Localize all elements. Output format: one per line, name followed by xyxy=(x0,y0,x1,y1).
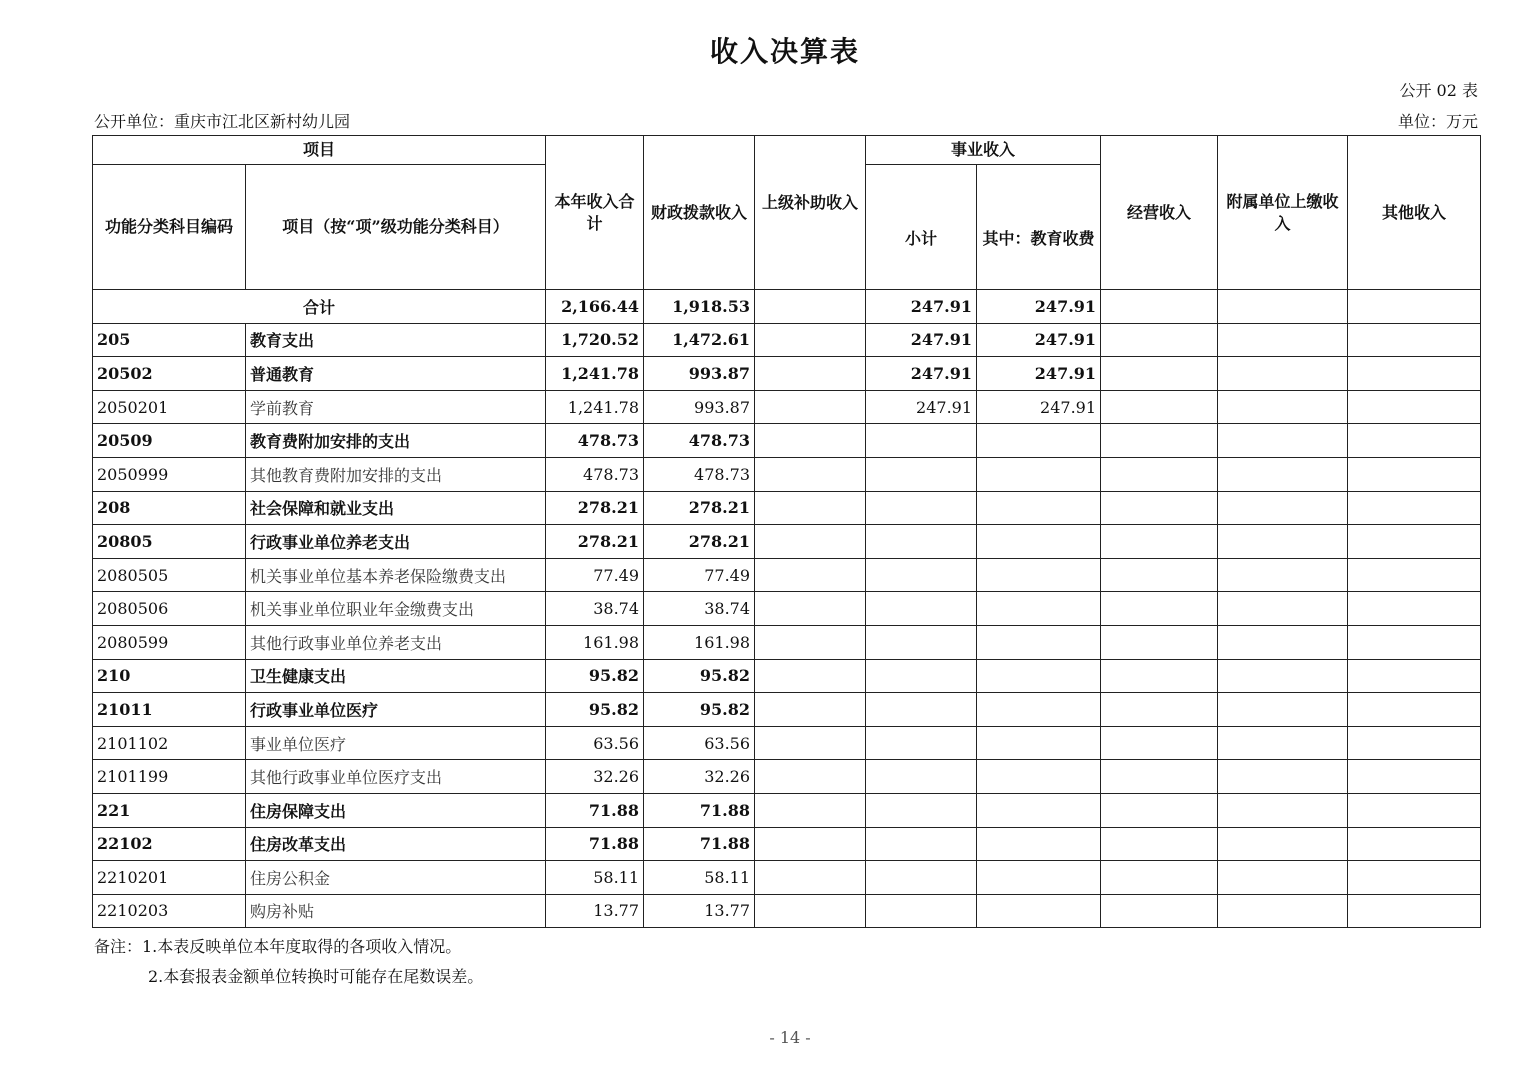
cell-other xyxy=(1348,558,1481,592)
cell-name: 普通教育 xyxy=(246,357,546,391)
cell-name: 行政事业单位医疗 xyxy=(246,693,546,727)
cell-operating xyxy=(1101,357,1218,391)
cell-other xyxy=(1348,491,1481,525)
cell-subsidy xyxy=(755,726,866,760)
cell-code: 2101199 xyxy=(93,760,246,794)
cell-business-subtotal xyxy=(866,760,977,794)
cell-subsidy xyxy=(755,491,866,525)
total-cell-other xyxy=(1348,290,1481,324)
cell-subsidy xyxy=(755,827,866,861)
cell-fiscal: 95.82 xyxy=(644,693,755,727)
cell-affiliated xyxy=(1218,424,1348,458)
cell-fiscal: 71.88 xyxy=(644,793,755,827)
cell-business-edu xyxy=(977,726,1101,760)
table-header xyxy=(93,136,1481,290)
cell-operating xyxy=(1101,625,1218,659)
cell-total: 32.26 xyxy=(546,760,644,794)
header-affiliated: 附属单位上缴收入 xyxy=(1218,136,1348,290)
cell-affiliated xyxy=(1218,457,1348,491)
cell-other xyxy=(1348,793,1481,827)
cell-operating xyxy=(1101,659,1218,693)
cell-total: 71.88 xyxy=(546,827,644,861)
cell-subsidy xyxy=(755,592,866,626)
cell-total: 58.11 xyxy=(546,861,644,895)
cell-operating xyxy=(1101,424,1218,458)
cell-business-subtotal xyxy=(866,827,977,861)
cell-business-edu xyxy=(977,625,1101,659)
header-fiscal: 财政拨款收入 xyxy=(644,136,755,290)
cell-subsidy xyxy=(755,894,866,928)
cell-business-subtotal xyxy=(866,457,977,491)
cell-name: 其他教育费附加安排的支出 xyxy=(246,457,546,491)
cell-fiscal: 993.87 xyxy=(644,357,755,391)
cell-operating xyxy=(1101,491,1218,525)
cell-name: 机关事业单位基本养老保险缴费支出 xyxy=(246,558,546,592)
cell-name: 其他行政事业单位养老支出 xyxy=(246,625,546,659)
cell-other xyxy=(1348,390,1481,424)
cell-fiscal: 77.49 xyxy=(644,558,755,592)
cell-operating xyxy=(1101,525,1218,559)
cell-total: 478.73 xyxy=(546,457,644,491)
table-row xyxy=(93,558,1481,592)
cell-business-subtotal: 247.91 xyxy=(866,323,977,357)
cell-name: 住房公积金 xyxy=(246,861,546,895)
cell-affiliated xyxy=(1218,357,1348,391)
cell-affiliated xyxy=(1218,558,1348,592)
cell-other xyxy=(1348,726,1481,760)
cell-subsidy xyxy=(755,390,866,424)
cell-operating xyxy=(1101,861,1218,895)
note-line-2: 2.本套报表金额单位转换时可能存在尾数误差。 xyxy=(148,967,484,986)
cell-other xyxy=(1348,592,1481,626)
cell-business-edu xyxy=(977,827,1101,861)
cell-business-edu: 247.91 xyxy=(977,390,1101,424)
table-row xyxy=(93,693,1481,727)
header-business-subtotal: 小计 xyxy=(866,165,977,290)
cell-business-edu xyxy=(977,659,1101,693)
cell-code: 22102 xyxy=(93,827,246,861)
cell-business-subtotal: 247.91 xyxy=(866,357,977,391)
cell-name: 住房保障支出 xyxy=(246,793,546,827)
cell-other xyxy=(1348,659,1481,693)
header-subsidy: 上级补助收入 xyxy=(755,136,866,290)
cell-business-subtotal xyxy=(866,894,977,928)
cell-subsidy xyxy=(755,424,866,458)
cell-business-edu xyxy=(977,894,1101,928)
cell-affiliated xyxy=(1218,659,1348,693)
cell-affiliated xyxy=(1218,592,1348,626)
cell-code: 2210203 xyxy=(93,894,246,928)
table-number: 公开 02 表 xyxy=(1399,81,1478,100)
cell-name: 其他行政事业单位医疗支出 xyxy=(246,760,546,794)
cell-total: 161.98 xyxy=(546,625,644,659)
cell-code: 20509 xyxy=(93,424,246,458)
cell-name: 教育费附加安排的支出 xyxy=(246,424,546,458)
total-cell-subsidy xyxy=(755,290,866,324)
cell-subsidy xyxy=(755,525,866,559)
cell-name: 机关事业单位职业年金缴费支出 xyxy=(246,592,546,626)
header-code: 功能分类科目编码 xyxy=(93,165,246,290)
note-line-1: 备注：1.本表反映单位本年度取得的各项收入情况。 xyxy=(94,937,462,956)
org-label: 公开单位：重庆市江北区新村幼儿园 xyxy=(94,112,351,131)
cell-affiliated xyxy=(1218,693,1348,727)
cell-other xyxy=(1348,525,1481,559)
cell-total: 478.73 xyxy=(546,424,644,458)
cell-affiliated xyxy=(1218,760,1348,794)
cell-business-edu xyxy=(977,592,1101,626)
cell-subsidy xyxy=(755,793,866,827)
cell-other xyxy=(1348,625,1481,659)
cell-fiscal: 478.73 xyxy=(644,424,755,458)
total-cell-business-edu: 247.91 xyxy=(977,290,1101,324)
cell-total: 1,241.78 xyxy=(546,390,644,424)
cell-business-subtotal xyxy=(866,525,977,559)
table-row xyxy=(93,827,1481,861)
cell-code: 20502 xyxy=(93,357,246,391)
income-table xyxy=(92,135,1481,928)
cell-business-subtotal: 247.91 xyxy=(866,390,977,424)
table-row xyxy=(93,390,1481,424)
cell-business-subtotal xyxy=(866,793,977,827)
cell-total: 13.77 xyxy=(546,894,644,928)
cell-fiscal: 993.87 xyxy=(644,390,755,424)
table-row xyxy=(93,457,1481,491)
page-title: 收入决算表 xyxy=(709,35,860,68)
cell-affiliated xyxy=(1218,861,1348,895)
cell-business-edu xyxy=(977,424,1101,458)
cell-operating xyxy=(1101,558,1218,592)
cell-total: 1,241.78 xyxy=(546,357,644,391)
cell-affiliated xyxy=(1218,625,1348,659)
header-name: 项目（按“项”级功能分类科目） xyxy=(246,165,546,290)
table-row xyxy=(93,760,1481,794)
header-other: 其他收入 xyxy=(1348,136,1481,290)
cell-business-edu xyxy=(977,558,1101,592)
cell-fiscal: 71.88 xyxy=(644,827,755,861)
cell-subsidy xyxy=(755,357,866,391)
cell-business-subtotal xyxy=(866,491,977,525)
total-cell-affiliated xyxy=(1218,290,1348,324)
cell-business-edu xyxy=(977,760,1101,794)
header-business-group: 事业收入 xyxy=(866,136,1101,165)
cell-code: 2080599 xyxy=(93,625,246,659)
cell-other xyxy=(1348,760,1481,794)
cell-business-subtotal xyxy=(866,424,977,458)
cell-operating xyxy=(1101,827,1218,861)
cell-fiscal: 38.74 xyxy=(644,592,755,626)
table-row xyxy=(93,525,1481,559)
cell-fiscal: 32.26 xyxy=(644,760,755,794)
cell-affiliated xyxy=(1218,491,1348,525)
cell-affiliated xyxy=(1218,390,1348,424)
table-row xyxy=(93,659,1481,693)
cell-other xyxy=(1348,861,1481,895)
cell-operating xyxy=(1101,894,1218,928)
cell-name: 购房补贴 xyxy=(246,894,546,928)
cell-business-edu xyxy=(977,861,1101,895)
cell-total: 38.74 xyxy=(546,592,644,626)
notes xyxy=(94,932,483,992)
table-row xyxy=(93,793,1481,827)
cell-affiliated xyxy=(1218,525,1348,559)
table-row xyxy=(93,357,1481,391)
cell-business-edu xyxy=(977,693,1101,727)
cell-code: 2101102 xyxy=(93,726,246,760)
cell-fiscal: 95.82 xyxy=(644,659,755,693)
cell-business-subtotal xyxy=(866,659,977,693)
cell-business-edu xyxy=(977,457,1101,491)
cell-business-subtotal xyxy=(866,726,977,760)
cell-affiliated xyxy=(1218,726,1348,760)
cell-code: 21011 xyxy=(93,693,246,727)
cell-other xyxy=(1348,424,1481,458)
cell-operating xyxy=(1101,592,1218,626)
total-cell-business-subtotal: 247.91 xyxy=(866,290,977,324)
cell-other xyxy=(1348,693,1481,727)
table-row xyxy=(93,424,1481,458)
cell-code: 210 xyxy=(93,659,246,693)
cell-business-subtotal xyxy=(866,592,977,626)
cell-subsidy xyxy=(755,457,866,491)
cell-operating xyxy=(1101,760,1218,794)
cell-affiliated xyxy=(1218,827,1348,861)
cell-subsidy xyxy=(755,693,866,727)
cell-code: 2080505 xyxy=(93,558,246,592)
cell-affiliated xyxy=(1218,323,1348,357)
table-row xyxy=(93,592,1481,626)
cell-operating xyxy=(1101,693,1218,727)
cell-code: 221 xyxy=(93,793,246,827)
page-number: - 14 - xyxy=(769,1028,811,1047)
cell-affiliated xyxy=(1218,793,1348,827)
cell-business-subtotal xyxy=(866,625,977,659)
cell-business-subtotal xyxy=(866,861,977,895)
cell-total: 1,720.52 xyxy=(546,323,644,357)
table-body xyxy=(93,290,1481,928)
cell-operating xyxy=(1101,793,1218,827)
cell-fiscal: 161.98 xyxy=(644,625,755,659)
header-item: 项目 xyxy=(93,136,546,165)
cell-name: 行政事业单位养老支出 xyxy=(246,525,546,559)
cell-name: 学前教育 xyxy=(246,390,546,424)
cell-business-subtotal xyxy=(866,693,977,727)
cell-fiscal: 63.56 xyxy=(644,726,755,760)
cell-fiscal: 58.11 xyxy=(644,861,755,895)
cell-code: 205 xyxy=(93,323,246,357)
total-cell-operating xyxy=(1101,290,1218,324)
cell-total: 95.82 xyxy=(546,693,644,727)
cell-name: 事业单位医疗 xyxy=(246,726,546,760)
cell-other xyxy=(1348,894,1481,928)
cell-subsidy xyxy=(755,558,866,592)
table-row xyxy=(93,894,1481,928)
header-business-edu: 其中：教育收费 xyxy=(977,165,1101,290)
total-row xyxy=(93,290,1481,324)
cell-total: 77.49 xyxy=(546,558,644,592)
cell-operating xyxy=(1101,726,1218,760)
cell-subsidy xyxy=(755,861,866,895)
cell-operating xyxy=(1101,390,1218,424)
cell-other xyxy=(1348,827,1481,861)
unit-label: 单位：万元 xyxy=(1397,112,1478,131)
cell-subsidy xyxy=(755,760,866,794)
cell-code: 208 xyxy=(93,491,246,525)
cell-other xyxy=(1348,323,1481,357)
header-total: 本年收入合计 xyxy=(546,136,644,290)
cell-total: 71.88 xyxy=(546,793,644,827)
cell-other xyxy=(1348,357,1481,391)
cell-other xyxy=(1348,457,1481,491)
cell-code: 2050201 xyxy=(93,390,246,424)
cell-business-edu: 247.91 xyxy=(977,357,1101,391)
table-row xyxy=(93,861,1481,895)
cell-business-subtotal xyxy=(866,558,977,592)
cell-code: 20805 xyxy=(93,525,246,559)
cell-business-edu xyxy=(977,491,1101,525)
cell-affiliated xyxy=(1218,894,1348,928)
cell-business-edu xyxy=(977,525,1101,559)
cell-name: 教育支出 xyxy=(246,323,546,357)
cell-code: 2080506 xyxy=(93,592,246,626)
cell-code: 2210201 xyxy=(93,861,246,895)
cell-fiscal: 478.73 xyxy=(644,457,755,491)
cell-code: 2050999 xyxy=(93,457,246,491)
header-operating: 经营收入 xyxy=(1101,136,1218,290)
table-row xyxy=(93,625,1481,659)
table-row xyxy=(93,726,1481,760)
cell-subsidy xyxy=(755,659,866,693)
total-cell-total: 2,166.44 xyxy=(546,290,644,324)
table-row xyxy=(93,491,1481,525)
cell-total: 278.21 xyxy=(546,491,644,525)
total-cell-fiscal: 1,918.53 xyxy=(644,290,755,324)
cell-subsidy xyxy=(755,323,866,357)
table-row xyxy=(93,323,1481,357)
total-label: 合计 xyxy=(93,290,546,324)
cell-business-edu xyxy=(977,793,1101,827)
cell-operating xyxy=(1101,457,1218,491)
cell-name: 社会保障和就业支出 xyxy=(246,491,546,525)
cell-fiscal: 13.77 xyxy=(644,894,755,928)
cell-total: 278.21 xyxy=(546,525,644,559)
cell-fiscal: 278.21 xyxy=(644,491,755,525)
cell-business-edu: 247.91 xyxy=(977,323,1101,357)
cell-fiscal: 278.21 xyxy=(644,525,755,559)
cell-name: 卫生健康支出 xyxy=(246,659,546,693)
cell-total: 95.82 xyxy=(546,659,644,693)
cell-fiscal: 1,472.61 xyxy=(644,323,755,357)
cell-name: 住房改革支出 xyxy=(246,827,546,861)
cell-operating xyxy=(1101,323,1218,357)
cell-total: 63.56 xyxy=(546,726,644,760)
cell-subsidy xyxy=(755,625,866,659)
